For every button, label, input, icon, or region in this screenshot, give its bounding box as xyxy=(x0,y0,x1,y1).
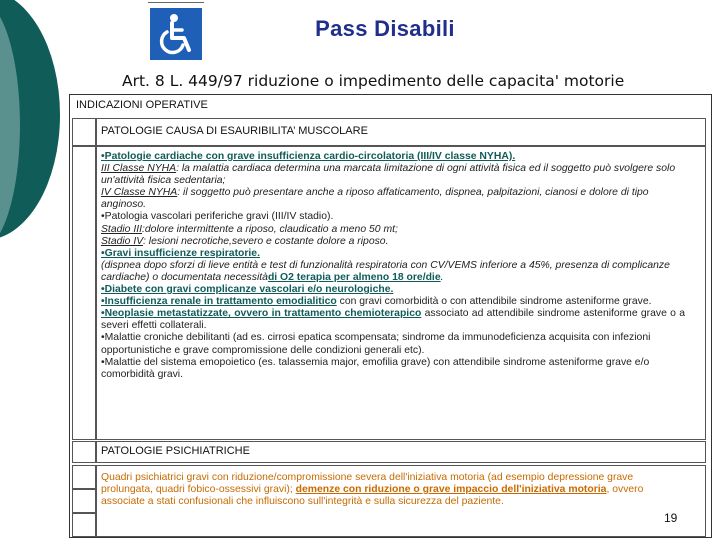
respiratory-text: (dispnea dopo sforzi di lieve entità e test di funzionalità respiratoria con CV/VEMS inferiore a 45%, presenza di complicanze cardiache) o documentata necessità xyxy=(101,259,670,283)
box2-text xyxy=(101,472,679,508)
diabetes-bullet[interactable]: •Diabete con gravi complicanze vascolari e/o neurologiche. xyxy=(101,284,394,296)
vascular-bullet: •Patologia vascolari periferiche gravi (III/IV stadio). xyxy=(101,211,334,223)
neoplasia-text: associato ad attendibile sindrome asteniforme grave o a severi effetti collaterali. xyxy=(101,308,685,332)
respiratory-bullet[interactable]: •Gravi insufficienze respiratorie. xyxy=(101,247,260,259)
nyha-iii-label: III Classe NYHA xyxy=(101,163,177,175)
respiratory-end: . xyxy=(440,271,444,283)
nyha-iv-label: IV Classe NYHA xyxy=(101,187,178,199)
o2-therapy-link[interactable]: di O2 terapia per almeno 18 ore/die xyxy=(267,271,441,283)
neoplasia-link[interactable]: •Neoplasie metastatizzate, ovvero in trattamento chemioterapico xyxy=(101,308,422,320)
section-heading: INDICAZIONI OPERATIVE xyxy=(76,99,208,111)
stage-iv-label: Stadio IV xyxy=(101,235,143,247)
box2-heading: PATOLOGIE PSICHIATRICHE xyxy=(101,445,250,457)
left-cell xyxy=(72,441,96,463)
dementia-link[interactable]: demenze con riduzione o grave impaccio dell'iniziativa motoria xyxy=(295,484,607,496)
psych-text-end: , ovvero associate a stati confusionali che influiscono sull'integrità e sulla sicurezza del paziente. xyxy=(101,484,644,508)
logo-ruler xyxy=(148,2,204,7)
hematopoietic-bullet: •Malattie del sistema emopoietico (es. talassemia major, emofilia grave) con attendibile sindrome asteniforme grave e/o comorbidità gravi. xyxy=(101,356,650,380)
left-cell xyxy=(72,146,96,440)
nyha-iii-text: : la malattia cardiaca determina una marcata limitazione di ogni attività fisica ed il soggetto può svolgere solo un'attività fisica sedentaria; xyxy=(101,163,676,187)
left-cell xyxy=(72,118,96,146)
left-cell xyxy=(72,489,96,513)
page-title: Pass Disabili xyxy=(315,16,455,41)
box1-text xyxy=(101,151,685,381)
renal-text: con gravi comorbidità o con attendibile sindrome asteniforme grave. xyxy=(336,296,652,308)
nyha-iv-text: : il soggetto può presentare anche a riposo affaticamento, dispnea, palpitazioni, cianosi e dolore di tipo anginoso. xyxy=(101,187,649,211)
renal-link[interactable]: •Insufficienza renale in trattamento emodialitico xyxy=(101,296,337,308)
nyha-bullet[interactable]: •Patologie cardiache con grave insufficienza cardio-circolatoria (III/IV classe NYHA). xyxy=(101,151,516,162)
page-number: 19 xyxy=(664,511,678,525)
stage-iii-text: :dolore intermittente a riposo, claudicatio a meno 50 mt; xyxy=(142,223,398,235)
page-subtitle: Art. 8 L. 449/97 riduzione o impedimento delle capacita' motorie xyxy=(122,72,625,90)
left-cell xyxy=(72,513,96,537)
chronic-bullet: •Malattie croniche debilitanti (ad es. cirrosi epatica scompensata; sindrome da immunodeficienza acquisita con infezioni opportunistiche e grave compromissione delle condizioni generali etc). xyxy=(101,332,651,356)
stage-iii-label: Stadio III xyxy=(101,223,143,235)
box1-heading: PATOLOGIE CAUSA DI ESAURIBILITA’ MUSCOLARE xyxy=(101,125,368,137)
left-cell xyxy=(72,465,96,489)
psych-text: Quadri psichiatrici gravi con riduzione/compromissione severa dell'iniziativa motoria (ad esempio depressione grave prolungata, quadri fobico-ossessivi gravi); xyxy=(101,472,634,496)
stage-iv-text: : lesioni necrotiche,severo e costante dolore a riposo. xyxy=(142,235,389,247)
